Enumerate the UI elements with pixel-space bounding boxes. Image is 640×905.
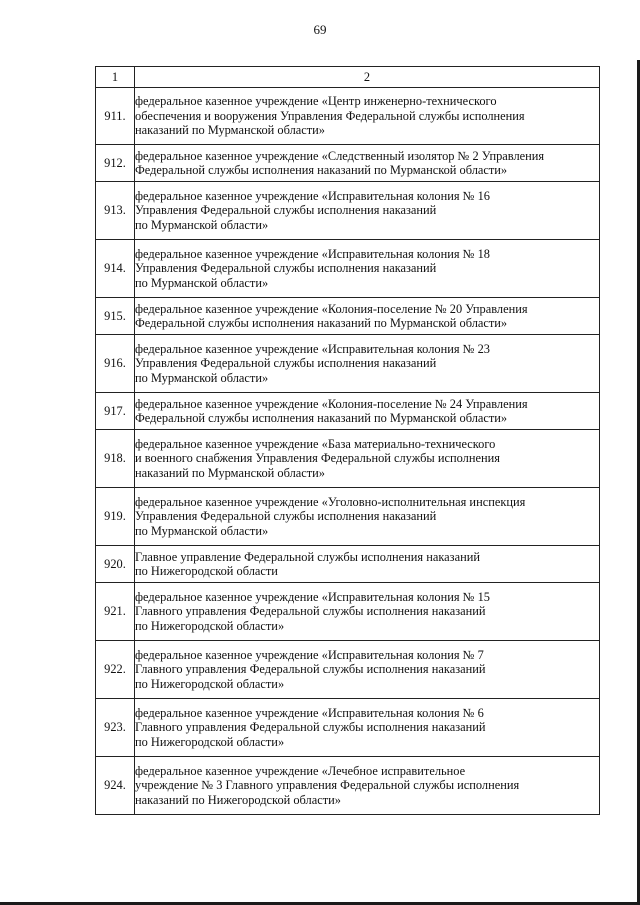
table-row [96,240,600,298]
institution-name [135,699,600,757]
institution-name-line: федеральное казенное учреждение «Исправительная колония № 7 [135,647,484,662]
institution-name-line: Управления Федеральной службы исполнения наказаний [135,356,437,371]
institution-name [135,182,600,240]
table-row [96,699,600,757]
row-number: 912. [96,145,135,182]
row-number: 915. [96,298,135,335]
institution-name-line: федеральное казенное учреждение «Лечебное исправительное [135,763,466,778]
row-number: 922. [96,641,135,699]
institution-name-line: федеральное казенное учреждение «Исправительная колония № 6 [135,705,484,720]
row-number: 913. [96,182,135,240]
institution-name-line: по Нижегородской области» [135,734,285,749]
table-row [96,145,600,182]
institution-name-line: наказаний по Мурманской области» [135,465,325,480]
institution-name-line: по Мурманской области» [135,523,269,538]
table-row [96,583,600,641]
institution-name-line: Главное управление Федеральной службы исполнения наказаний [135,549,480,564]
row-number: 917. [96,393,135,430]
table-row [96,757,600,815]
institution-name [135,546,600,583]
institutions-table [95,66,600,815]
institution-name-line: учреждение № 3 Главного управления Федеральной службы исполнения [135,778,520,793]
institution-name-line: Управления Федеральной службы исполнения наказаний [135,261,437,276]
table-row [96,641,600,699]
institution-name-line: Управления Федеральной службы исполнения наказаний [135,203,437,218]
institution-name-line: по Нижегородской области [135,564,278,578]
institution-name-line: по Мурманской области» [135,275,269,290]
institution-name-line: федеральное казенное учреждение «Колония-поселение № 24 Управления [135,396,528,411]
table-row [96,298,600,335]
row-number: 923. [96,699,135,757]
row-number: 920. [96,546,135,583]
institution-name [135,145,600,182]
table-row [96,182,600,240]
institution-name [135,393,600,430]
institution-name-line: федеральное казенное учреждение «Исправительная колония № 15 [135,589,490,604]
row-number: 918. [96,430,135,488]
header-col-name: 2 [135,67,600,88]
table-row [96,335,600,393]
row-number: 916. [96,335,135,393]
institution-name-line: по Мурманской области» [135,217,269,232]
institution-name-line: федеральное казенное учреждение «Исправительная колония № 18 [135,246,490,261]
institution-name [135,583,600,641]
header-col-number: 1 [96,67,135,88]
institution-name-line: Главного управления Федеральной службы исполнения наказаний [135,604,486,619]
table-row [96,88,600,145]
row-number: 924. [96,757,135,815]
institution-name [135,641,600,699]
row-number: 914. [96,240,135,298]
institution-name-line: Федеральной службы исполнения наказаний по Мурманской области» [135,316,508,330]
institution-name-line: по Нижегородской области» [135,618,285,633]
table-row [96,546,600,583]
institution-name-line: Главного управления Федеральной службы исполнения наказаний [135,720,486,735]
institution-name [135,430,600,488]
institution-name-line: федеральное казенное учреждение «Исправительная колония № 16 [135,188,490,203]
institution-name-line: федеральное казенное учреждение «Исправительная колония № 23 [135,341,490,356]
institution-name-line: Федеральной службы исполнения наказаний по Мурманской области» [135,411,508,425]
row-number: 921. [96,583,135,641]
row-number: 911. [96,88,135,145]
table-row [96,393,600,430]
row-number: 919. [96,488,135,546]
institution-name-line: федеральное казенное учреждение «Следственный изолятор № 2 Управления [135,148,545,163]
institution-name [135,298,600,335]
institution-name-line: федеральное казенное учреждение «Уголовно-исполнительная инспекция [135,494,526,509]
table-header-row [96,67,600,88]
institution-name-line: наказаний по Нижегородской области» [135,792,341,807]
institution-name-line: обеспечения и вооружения Управления Федеральной службы исполнения [135,108,525,123]
table-row [96,430,600,488]
institution-name [135,335,600,393]
institution-name-line: федеральное казенное учреждение «Колония-поселение № 20 Управления [135,301,528,316]
institution-name [135,240,600,298]
institution-name [135,757,600,815]
institution-name-line: наказаний по Мурманской области» [135,123,325,138]
institution-name-line: по Нижегородской области» [135,676,285,691]
institution-name-line: Федеральной службы исполнения наказаний по Мурманской области» [135,163,508,177]
page-number: 69 [313,22,327,37]
institution-name-line: Главного управления Федеральной службы исполнения наказаний [135,662,486,677]
table-row [96,488,600,546]
institution-name-line: Управления Федеральной службы исполнения наказаний [135,509,437,524]
institution-name [135,88,600,145]
institution-name-line: и военного снабжения Управления Федеральной службы исполнения [135,451,500,466]
institution-name [135,488,600,546]
institution-name-line: по Мурманской области» [135,370,269,385]
institution-name-line: федеральное казенное учреждение «Центр инженерно-технического [135,94,497,109]
institution-name-line: федеральное казенное учреждение «База материально-технического [135,436,496,451]
